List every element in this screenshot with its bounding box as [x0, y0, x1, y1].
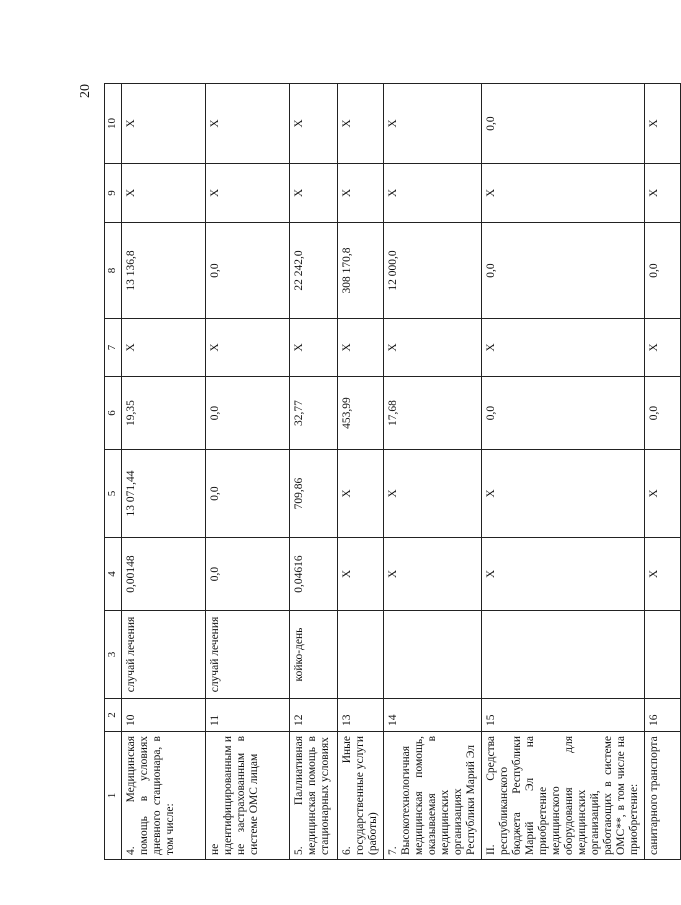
header-cell: 10: [105, 84, 122, 164]
value-cell: Х: [206, 319, 290, 377]
table-row: [482, 84, 645, 860]
value-cell: Х: [290, 164, 338, 223]
header-cell: 8: [105, 223, 122, 319]
header-cell: 4: [105, 538, 122, 611]
value-cell: Х: [338, 164, 384, 223]
row-label: 6. Иные государственные услуги (работы): [338, 732, 384, 860]
row-number: 16: [645, 699, 681, 732]
value-cell: Х: [338, 538, 384, 611]
value-cell: Х: [338, 450, 384, 538]
header-cell: 2: [105, 699, 122, 732]
value-cell: Х: [338, 84, 384, 164]
unit-cell: [645, 611, 681, 699]
value-cell: Х: [290, 84, 338, 164]
unit-cell: [338, 611, 384, 699]
value-cell: 13 071,44: [122, 450, 206, 538]
unit-cell: койко-день: [290, 611, 338, 699]
value-cell: 0,0: [482, 223, 645, 319]
header-cell: 6: [105, 377, 122, 450]
table-row: [206, 84, 290, 860]
value-cell: Х: [645, 319, 681, 377]
header-cell: 3: [105, 611, 122, 699]
value-cell: 0,0: [482, 84, 645, 164]
unit-cell: [482, 611, 645, 699]
value-cell: Х: [122, 164, 206, 223]
value-cell: Х: [384, 450, 482, 538]
value-cell: 0,0: [482, 377, 645, 450]
value-cell: Х: [122, 84, 206, 164]
value-cell: Х: [384, 164, 482, 223]
value-cell: 13 136,8: [122, 223, 206, 319]
row-label: не идентифицированным и не застрахованным в системе ОМС лицам: [206, 732, 290, 860]
value-cell: Х: [384, 319, 482, 377]
row-label: 5. Паллиативная медицинская помощь в стационарных условиях: [290, 732, 338, 860]
value-cell: 709,86: [290, 450, 338, 538]
row-label: 7. Высокотехнологичная медицинская помощь, оказываемая в медицинских организациях Республики Марий Эл: [384, 732, 482, 860]
value-cell: 0,0: [206, 538, 290, 611]
table-row: [384, 84, 482, 860]
value-cell: 19,35: [122, 377, 206, 450]
unit-cell: [384, 611, 482, 699]
value-cell: Х: [482, 538, 645, 611]
value-cell: 22 242,0: [290, 223, 338, 319]
value-cell: Х: [645, 538, 681, 611]
value-cell: Х: [122, 319, 206, 377]
rotated-table-container: [104, 84, 660, 860]
value-cell: 0,0: [206, 223, 290, 319]
row-number: 14: [384, 699, 482, 732]
value-cell: 0,04616: [290, 538, 338, 611]
value-cell: Х: [645, 450, 681, 538]
unit-cell: случай лечения: [122, 611, 206, 699]
value-cell: Х: [384, 84, 482, 164]
value-cell: Х: [482, 450, 645, 538]
header-cell: 7: [105, 319, 122, 377]
value-cell: Х: [482, 319, 645, 377]
header-cell: 9: [105, 164, 122, 223]
value-cell: Х: [206, 84, 290, 164]
value-cell: 17,68: [384, 377, 482, 450]
value-cell: 0,0: [645, 223, 681, 319]
page-number: 20: [78, 84, 93, 98]
row-number: 11: [206, 699, 290, 732]
value-cell: Х: [384, 538, 482, 611]
value-cell: 0,00148: [122, 538, 206, 611]
table-row: [290, 84, 338, 860]
value-cell: 12 000,0: [384, 223, 482, 319]
value-cell: Х: [645, 84, 681, 164]
value-cell: 32,77: [290, 377, 338, 450]
row-label: санитарного транспорта: [645, 732, 681, 860]
row-label: 4. Медицинская помощь в условиях дневного стационара, в том числе:: [122, 732, 206, 860]
table-row: [338, 84, 384, 860]
header-row: [105, 84, 122, 860]
value-cell: Х: [645, 164, 681, 223]
row-label: II. Средства республиканского бюджета Республики Марий Эл на приобретение медицинского оборудования для медицинских организаций, работающих в системе ОМС**, в том числе на приобретение:: [482, 732, 645, 860]
value-cell: 308 170,8: [338, 223, 384, 319]
value-cell: 0,0: [206, 450, 290, 538]
row-number: 15: [482, 699, 645, 732]
value-cell: Х: [290, 319, 338, 377]
value-cell: 0,0: [645, 377, 681, 450]
unit-cell: случай лечения: [206, 611, 290, 699]
value-cell: Х: [338, 319, 384, 377]
table-row: [645, 84, 681, 860]
row-number: 12: [290, 699, 338, 732]
row-number: 10: [122, 699, 206, 732]
row-number: 13: [338, 699, 384, 732]
header-cell: 1: [105, 732, 122, 860]
value-cell: Х: [206, 164, 290, 223]
value-cell: Х: [482, 164, 645, 223]
financing-table: [104, 83, 681, 860]
value-cell: 0,0: [206, 377, 290, 450]
header-cell: 5: [105, 450, 122, 538]
value-cell: 453,99: [338, 377, 384, 450]
table-row: [122, 84, 206, 860]
